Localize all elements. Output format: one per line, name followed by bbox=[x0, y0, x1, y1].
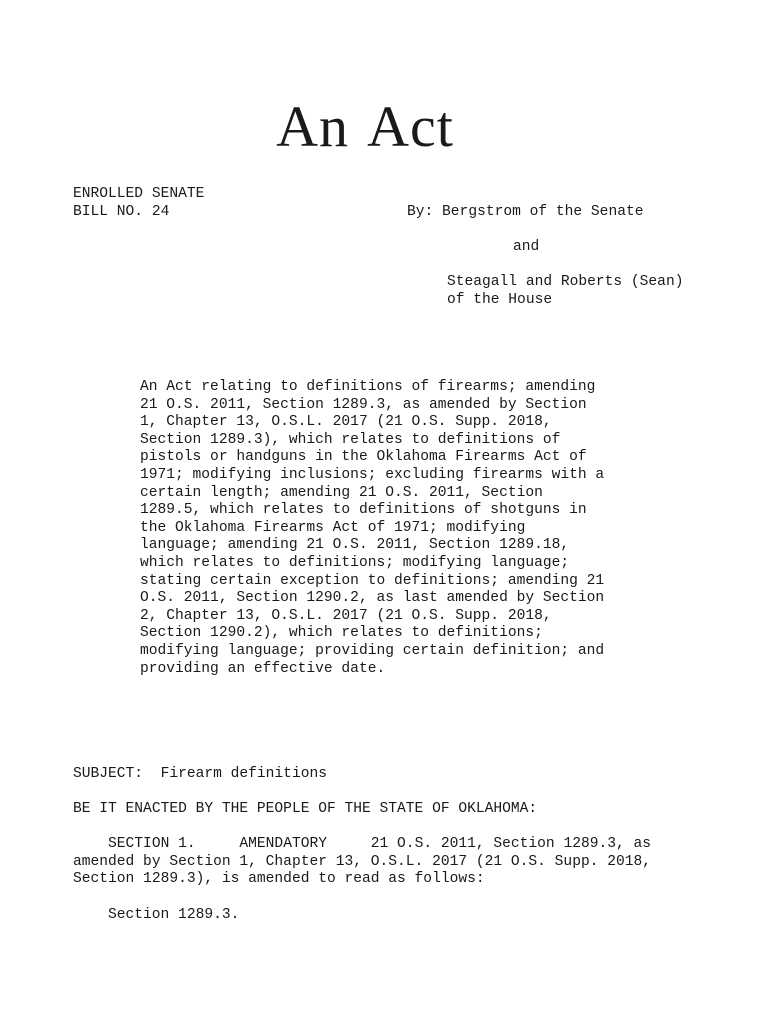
house-authors-line-2: of the House bbox=[447, 291, 553, 308]
section-1-block bbox=[73, 836, 651, 889]
by-prefix: By: bbox=[407, 204, 434, 220]
house-authors-line-1: Steagall and Roberts (Sean) bbox=[447, 274, 684, 290]
house-authors-block bbox=[447, 274, 683, 309]
section-heading: Section 1289.3. bbox=[108, 907, 240, 923]
document-title bbox=[0, 92, 730, 162]
title-word-act: Act bbox=[367, 94, 454, 159]
summary-line: the Oklahoma Firearms Act of 1971; modifying bbox=[140, 519, 526, 536]
enacting-clause: BE IT ENACTED BY THE PEOPLE OF THE STATE OF OKLAHOMA: bbox=[73, 801, 538, 817]
title-word-an: An bbox=[276, 94, 350, 159]
summary-line: 1971; modifying inclusions; excluding firearms with a bbox=[140, 466, 605, 483]
subject-value: Firearm definitions bbox=[160, 766, 327, 782]
section-1-line-3: Section 1289.3), is amended to read as follows: bbox=[73, 871, 485, 888]
summary-line: 1, Chapter 13, O.S.L. 2017 (21 O.S. Supp. 2018, bbox=[140, 414, 552, 431]
author-conjunction: and bbox=[513, 239, 540, 255]
section-1-line-1: 21 O.S. 2011, Section 1289.3, as bbox=[370, 836, 652, 852]
act-summary bbox=[140, 379, 604, 678]
subject-line bbox=[73, 766, 327, 784]
senate-author-line bbox=[407, 204, 643, 222]
summary-line: Section 1290.2), which relates to definitions; bbox=[140, 625, 543, 642]
section-1-number: SECTION 1. bbox=[108, 836, 196, 852]
bill-line-2: BILL NO. 24 bbox=[73, 203, 170, 220]
summary-line: providing an effective date. bbox=[140, 660, 386, 677]
section-1-type: AMENDATORY bbox=[239, 836, 327, 852]
summary-line: O.S. 2011, Section 1290.2, as last amended by Section bbox=[140, 590, 605, 607]
summary-line: 2, Chapter 13, O.S.L. 2017 (21 O.S. Supp. 2018, bbox=[140, 607, 552, 624]
summary-line: stating certain exception to definitions; amending 21 bbox=[140, 572, 605, 589]
summary-line: modifying language; providing certain definition; and bbox=[140, 642, 605, 659]
summary-line: language; amending 21 O.S. 2011, Section 1289.18, bbox=[140, 537, 570, 554]
summary-line: which relates to definitions; modifying language; bbox=[140, 554, 570, 571]
senate-author: Bergstrom of the Senate bbox=[442, 204, 644, 220]
summary-line: 21 O.S. 2011, Section 1289.3, as amended by Section bbox=[140, 396, 587, 413]
bill-line-1: ENROLLED SENATE bbox=[73, 186, 205, 202]
summary-line: 1289.5, which relates to definitions of shotguns in bbox=[140, 502, 587, 519]
summary-line: pistols or handguns in the Oklahoma Firearms Act of bbox=[140, 449, 587, 466]
summary-line: Section 1289.3), which relates to definitions of bbox=[140, 431, 561, 448]
section-1-line-2: amended by Section 1, Chapter 13, O.S.L. 2017 (21 O.S. Supp. 2018, bbox=[73, 853, 652, 870]
subject-label: SUBJECT: bbox=[73, 766, 144, 782]
summary-line: An Act relating to definitions of firearms; amending bbox=[140, 379, 596, 395]
summary-line: certain length; amending 21 O.S. 2011, Section bbox=[140, 484, 543, 501]
bill-number-block bbox=[73, 186, 204, 221]
